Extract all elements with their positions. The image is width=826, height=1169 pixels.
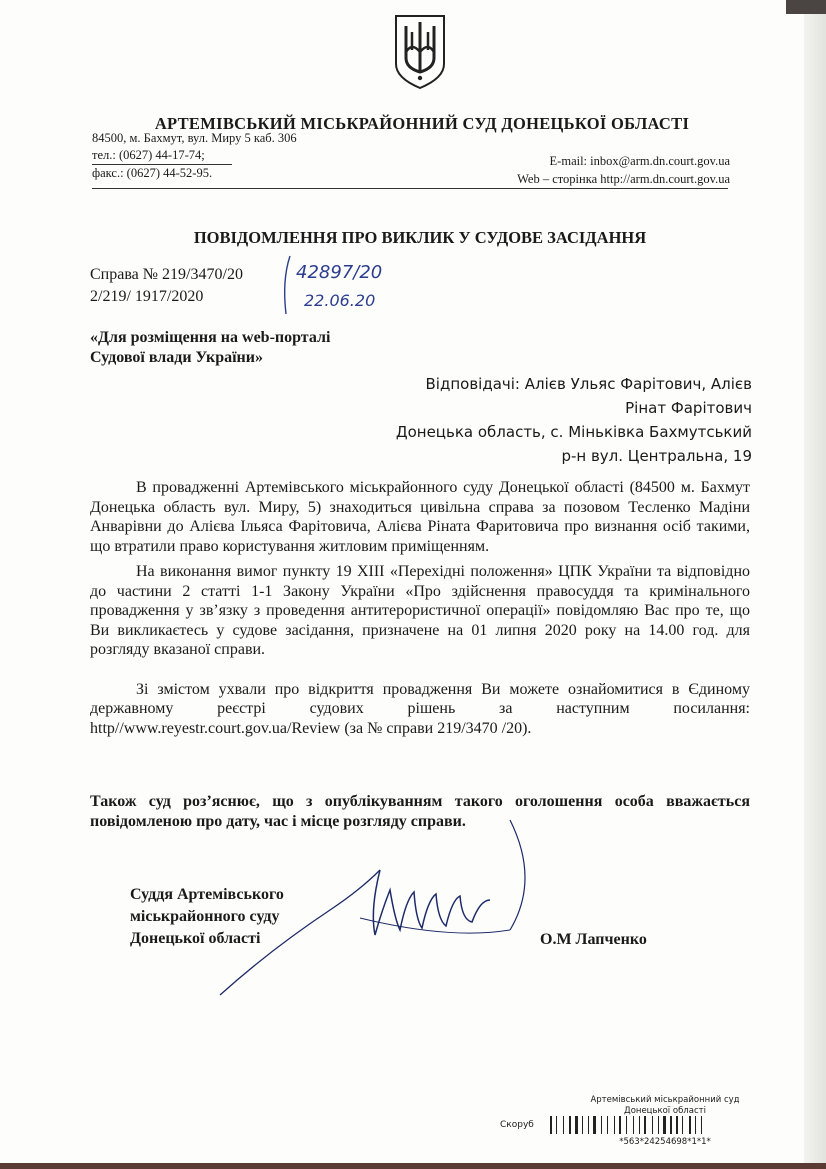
header-underline-phone xyxy=(92,164,232,165)
court-phone: тел.: (0627) 44-17-74; xyxy=(92,148,205,162)
judge-position-line: міськрайонного суду xyxy=(130,908,280,925)
judge-position-line: Суддя Артемівського xyxy=(130,886,284,903)
barcode-bar xyxy=(633,1116,634,1134)
barcode-bar xyxy=(689,1116,691,1134)
barcode-bar xyxy=(614,1116,615,1134)
document-title: ПОВІДОМЛЕННЯ ПРО ВИКЛИК У СУДОВЕ ЗАСІДАННЯ xyxy=(193,228,647,247)
court-address: 84500, м. Бахмут, вул. Миру 5 каб. 306 xyxy=(92,131,297,145)
scan-edge-bottom xyxy=(0,1163,826,1169)
portal-note-line: Судової влади України» xyxy=(90,349,263,366)
stamp-line: Донецької області xyxy=(624,1106,706,1116)
barcode-bar xyxy=(575,1116,578,1134)
respondents-line: Рінат Фарітович xyxy=(625,399,752,417)
judge-name: О.М Лапченко xyxy=(540,931,647,948)
judge-position-line: Донецької області xyxy=(130,930,261,947)
paragraph-summons: На виконання вимог пункту 19 XIII «Перехідні положення» ЦПК України та відповідно до частини 2 статті 1-1 Закону України «Про здійснення правосуддя та кримінального провадження у зв’язку з проведення антитерористичної операції» повідомляю Вас про те, що Ви викликаєтесь у судове засідання, призначене на 01 липня 2020 року на 14.00 год. для розгляду вказаної справи. xyxy=(90,563,750,658)
barcode-bar xyxy=(658,1116,659,1134)
handwritten-reg-number: 42897/20 xyxy=(296,262,383,283)
barcode-number: *563*24254698*1*1* xyxy=(619,1137,711,1147)
handwritten-registration-note xyxy=(276,250,406,320)
portal-note xyxy=(90,328,330,368)
handwritten-date: 22.06.20 xyxy=(304,291,376,310)
barcode-bar xyxy=(582,1116,583,1134)
barcode-bar xyxy=(601,1116,602,1134)
respondents-address-line: Донецька область, с. Міньківка Бахмутський xyxy=(395,423,752,441)
court-name: АРТЕМІВСЬКИЙ МІСЬКРАЙОННИЙ СУД ДОНЕЦЬКОЇ ОБЛАСТІ xyxy=(154,114,690,133)
barcode-bar xyxy=(556,1116,557,1134)
barcode-bar xyxy=(593,1116,596,1134)
paragraph-registry: Зі змістом ухвали про відкриття провадження Ви можете ознайомитися в Єдиному державному реєстрі судових рішень за наступним посилання: http//www.reyestr.court.gov.ua/Review (за № справи 219/3470 /20). xyxy=(90,680,750,737)
case-number: Справа № 219/3470/20 xyxy=(90,266,243,283)
barcode-bar xyxy=(588,1116,589,1134)
scan-edge-corner xyxy=(786,0,826,14)
barcode-bar xyxy=(550,1116,552,1134)
barcode xyxy=(540,1114,780,1138)
court-fax: факс.: (0627) 44-52-95. xyxy=(92,166,213,180)
barcode-bar xyxy=(695,1116,696,1134)
proceeding-number: 2/219/ 1917/2020 xyxy=(90,288,204,305)
barcode-bar xyxy=(701,1116,702,1134)
barcode-bar xyxy=(569,1116,571,1134)
barcode-bar xyxy=(563,1116,564,1134)
court-email: E-mail: inbox@arm.dn.court.gov.ua xyxy=(549,154,730,168)
barcode-label: Скоруб xyxy=(500,1120,534,1130)
barcode-bar xyxy=(607,1116,608,1134)
barcode-bar xyxy=(619,1116,621,1134)
barcode-bar xyxy=(676,1116,678,1134)
court-website: Web – сторінка http://arm.dn.court.gov.ua xyxy=(517,172,730,186)
barcode-bar xyxy=(682,1116,683,1134)
barcode-bar xyxy=(670,1116,672,1134)
barcode-bar xyxy=(626,1116,627,1134)
barcode-bar xyxy=(644,1116,646,1134)
scan-edge-right xyxy=(804,0,826,1169)
barcode-bar xyxy=(663,1116,666,1134)
judge-position xyxy=(130,884,284,950)
header-rule xyxy=(92,188,728,189)
barcode-bar xyxy=(652,1116,653,1134)
paragraph-case-info: В провадженні Артемівського міськрайонного суду Донецької області (84500 м. Бахмут Донецька область вул. Миру, 5) знаходиться цивільна справа за позовом Тесленко Мадіни Анварівни до Алієва Ільяса Фарітовича, Алієва Ріната Фаритовича про визнання осіб такими, що втратили право користування житловим приміщенням. xyxy=(90,479,750,555)
publication-notice: Також суд роз’яснює, що з опублікуванням такого оголошення особа вважається повідомленою про дату, час і місце розгляду справи. xyxy=(90,793,750,830)
stamp-line: Артемівський міськрайонний суд xyxy=(590,1095,740,1105)
barcode-bar xyxy=(639,1116,640,1134)
body-text xyxy=(90,478,750,738)
coat-of-arms-icon xyxy=(392,12,448,92)
respondents-address-line: р-н вул. Центральна, 19 xyxy=(561,447,752,465)
respondents-line: Відповідачі: Алієв Ульяс Фарітович, Алієв xyxy=(425,375,752,393)
respondents-block xyxy=(332,372,752,468)
portal-note-line: «Для розміщення на web-порталі xyxy=(90,329,331,346)
